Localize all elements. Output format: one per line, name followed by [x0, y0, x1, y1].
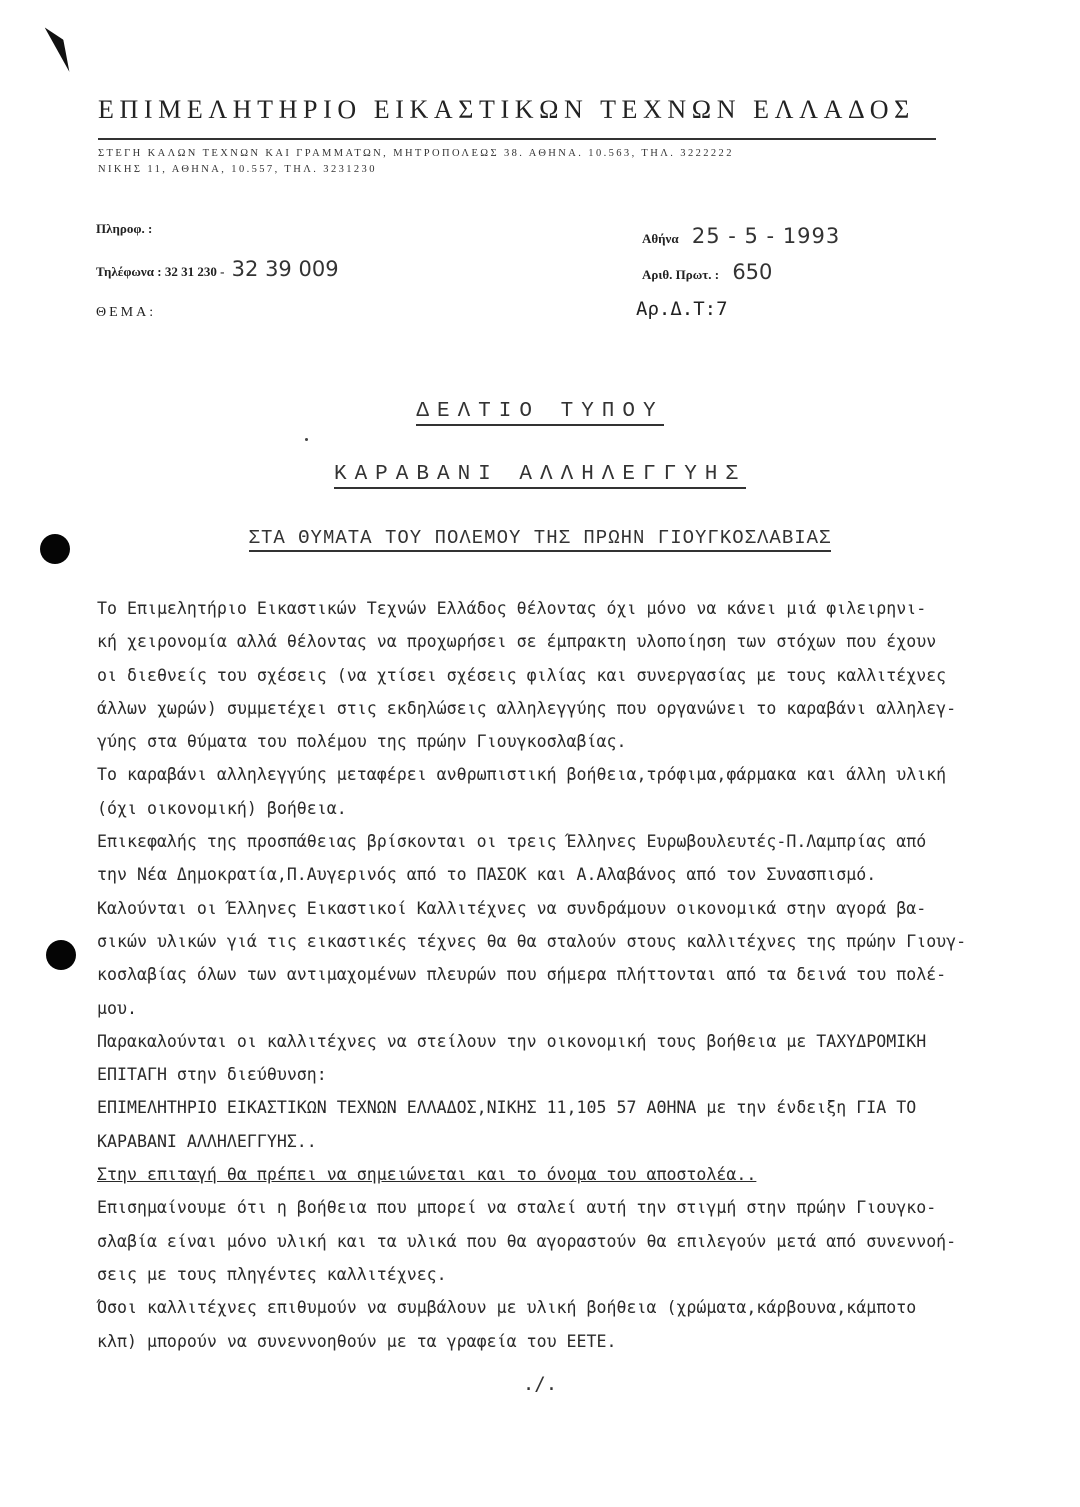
- document-title: [0, 400, 1080, 423]
- info-label: Πληροφ. :: [96, 221, 153, 236]
- body-line: Όσοι καλλιτέχνες επιθυμούν να συμβάλουν με υλική βοήθεια (χρώματα,κάρβουνα,κάμποτο: [97, 1298, 917, 1318]
- address-line-2: ΝΙΚΗΣ 11, ΑΘΗΝΑ, 10.557, ΤΗΛ. 3231230: [98, 164, 377, 175]
- document-subtitle: [0, 463, 1080, 486]
- continuation-mark: ./.: [522, 1373, 558, 1395]
- phones-label: Τηλέφωνα :: [96, 264, 162, 279]
- protocol-value: 650: [732, 260, 773, 284]
- phones-printed: 32 31 230 -: [164, 264, 225, 279]
- protocol-label: Αριθ. Πρωτ. :: [642, 267, 720, 282]
- body-line: Το Επιμελητήριο Εικαστικών Τεχνών Ελλάδος θέλοντας όχι μόνο να κάνει μιά φιλειρηνι-: [97, 599, 927, 618]
- phones-handwritten: 32 39 009: [231, 257, 339, 281]
- document-subtitle-2: [0, 527, 1080, 549]
- body-line: σικών υλικών γιά τις εικαστικές τέχνες θα θα σταλούν στους καλλιτέχνες της πρώην Γιουγ-: [97, 931, 967, 951]
- body-line: Καλούνται οι Έλληνες Εικαστικοί Καλλιτέχνες να συνδράμουν οικονομικά στην αγορά βα-: [97, 898, 927, 918]
- body-line-underlined: Στην επιταγή θα πρέπει να σημειώνεται και το όνομα του αποστολέα..: [97, 1165, 757, 1185]
- body-line: ΕΠΙΤΑΓΗ στην διεύθυνση:: [97, 1065, 327, 1085]
- body-line: (όχι οικονομική) βοήθεια.: [97, 798, 347, 818]
- stray-dot: [305, 438, 308, 441]
- subject-label: ΘΕΜΑ:: [96, 305, 157, 320]
- body-line: Επισημαίνουμε ότι η βοήθεια που μπορεί να σταλεί αυτή την στιγμή στην πρώην Γιουγκο-: [97, 1198, 937, 1218]
- document-title-text: ΔΕΛΤΙΟ ΤΥΠΟΥ: [416, 400, 663, 426]
- body-line: Το καραβάνι αλληλεγγύης μεταφέρει ανθρωπιστική βοήθεια,τρόφιμα,φάρμακα και άλλη υλική: [97, 765, 947, 785]
- body-line: την Νέα Δημοκρατία,Π.Αυγερινός από το ΠΑΣΟΚ και Α.Αλαβάνος από τον Συνασπισμό.: [97, 865, 877, 885]
- punch-hole: [46, 940, 76, 970]
- body-line: Παρακαλούνται οι καλλιτέχνες να στείλουν την οικονομική τους βοήθεια με ΤΑΧΥΔΡΟΜΙΚΗ: [97, 1031, 927, 1051]
- address-line-1: ΣΤΕΓΗ ΚΑΛΩΝ ΤΕΧΝΩΝ ΚΑΙ ΓΡΑΜΜΑΤΩΝ, ΜΗΤΡΟΠΟΛΕΩΣ 38. ΑΘΗΝΑ. 10.563, ΤΗΛ. 3222222: [98, 148, 734, 159]
- date-label: Αθήνα: [642, 231, 679, 246]
- organization-name: ΕΠΙΜΕΛΗΤΗΡΙΟ ΕΙΚΑΣΤΙΚΩΝ ΤΕΧΝΩΝ ΕΛΛΑΔΟΣ: [98, 95, 915, 124]
- scan-mark: [45, 23, 74, 75]
- body-line: κοσλαβίας όλων των αντιμαχομένων πλευρών που σήμερα πλήττονται από τα δεινά του πολέ-: [97, 965, 947, 985]
- phones-field: [96, 257, 339, 281]
- body-line: οι διεθνείς του σχέσεις (να χτίσει σχέσεις φιλίας και συνεργασίας με τους καλλιτέχνες: [97, 665, 947, 685]
- body-line: άλλων χωρών) συμμετέχει στις εκδηλώσεις αλληλεγγύης που οργανώνει το καραβάνι αλληλεγ-: [97, 698, 957, 718]
- date-value: 25 - 5 - 1993: [691, 224, 841, 248]
- body-line: κή χειρονομία αλλά θέλοντας να προχωρήσει σε έμπρακτη υλοποίηση των στόχων που έχουν: [97, 632, 937, 652]
- document-subtitle-2-text: ΣΤΑ ΘΥΜΑΤΑ ΤΟΥ ΠΟΛΕΜΟΥ ΤΗΣ ΠΡΩΗΝ ΓΙΟΥΓΚΟΣΛΑΒΙΑΣ: [249, 527, 832, 552]
- body-line: μου.: [97, 998, 137, 1018]
- body-line: ΚΑΡΑΒΑΝΙ ΑΛΛΗΛΕΓΓΥΗΣ..: [97, 1131, 317, 1151]
- protocol-field: [642, 260, 772, 284]
- body-line: κλπ) μπορούν να συνεννοηθούν με τα γραφεία του ΕΕΤΕ.: [97, 1331, 617, 1351]
- document-subtitle-text: ΚΑΡΑΒΑΝΙ ΑΛΛΗΛΕΓΓΥΗΣ: [334, 463, 746, 489]
- body-line: γύης στα θύματα του πολέμου της πρώην Γιουγκοσλαβίας.: [97, 732, 627, 752]
- date-field: [642, 224, 840, 248]
- press-release-number: Αρ.Δ.Τ:7: [636, 298, 728, 320]
- body-line: ΕΠΙΜΕΛΗΤΗΡΙΟ ΕΙΚΑΣΤΙΚΩΝ ΤΕΧΝΩΝ ΕΛΛΑΔΟΣ,ΝΙΚΗΣ 11,105 57 ΑΘΗΝΑ με την ένδειξη ΓΙΑ ΤΟ: [97, 1098, 917, 1118]
- body-text: [97, 592, 1047, 1358]
- body-line: σλαβία είναι μόνο υλική και τα υλικά που θα αγοραστούν θα επιλεγούν μετά από συνεννοή-: [97, 1231, 957, 1251]
- body-line: Επικεφαλής της προσπάθειας βρίσκονται οι τρεις Έλληνες Ευρωβουλευτές-Π.Λαμπρίας από: [97, 832, 927, 852]
- body-line: σεις με τους πληγέντες καλλιτέχνες.: [97, 1264, 447, 1284]
- letterhead-rule: [98, 138, 936, 140]
